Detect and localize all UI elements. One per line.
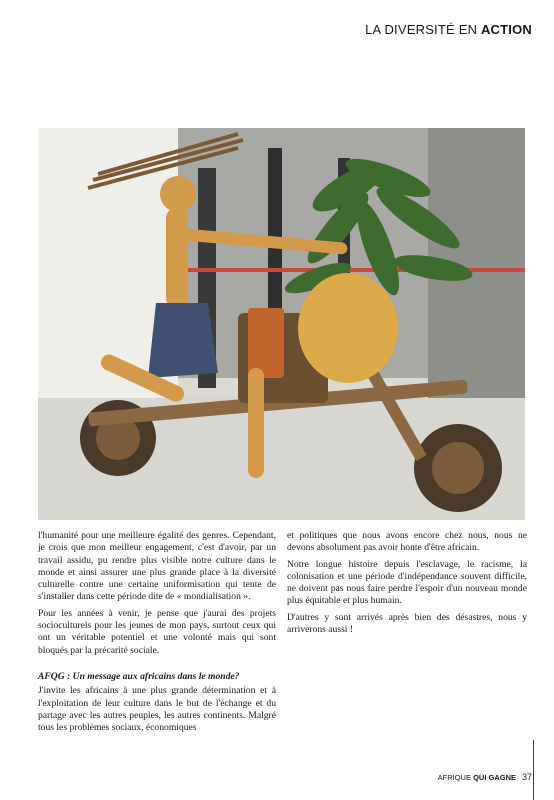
margin-rule bbox=[533, 740, 534, 800]
sculpture-photo bbox=[38, 128, 525, 520]
page-footer bbox=[438, 772, 532, 782]
sculpture-photo-illustration bbox=[38, 128, 525, 520]
article-column-left bbox=[38, 530, 276, 738]
page-number: 37 bbox=[521, 772, 532, 782]
paragraph: Notre longue histoire depuis l'esclavage, le racisme, la colonisation et une période d'indépendance souvent difficile, ne doivent pas nous faire perdre l'espoir d'un nouveau monde plus équitable et plus humain. bbox=[287, 558, 527, 607]
magazine-name-part2: QUI GAGNE bbox=[473, 773, 516, 782]
paragraph: et politiques que nous avons encore chez nous, nous ne devons absolument pas avoir honte d'être africain. bbox=[287, 530, 527, 554]
section-header bbox=[365, 22, 532, 37]
paragraph: Pour les années à venir, je pense que j'aurai des projets socioculturels pour les jeunes de mon pays, surtout ceux qui ont un véritable potentiel et une volonté mais qui sont bloqués par la précarité sociale. bbox=[38, 607, 276, 656]
section-header-prefix: LA DIVERSITÉ EN bbox=[365, 22, 481, 37]
magazine-name-part1: AFRIQUE bbox=[437, 773, 474, 782]
article-column-right bbox=[287, 530, 527, 640]
paragraph: J'invite les africains à une plus grande détermination et à l'exploitation de leur culture dans le but de l'échange et du partage avec les autres peuples, les autres continents. Malgré tous les problèmes sociaux, économiques bbox=[38, 685, 276, 734]
interview-question: AFQG : Un message aux africains dans le monde? bbox=[38, 670, 240, 682]
paragraph: l'humanité pour une meilleure égalité des genres. Cependant, je crois que mon meilleur engagement, c'est d'avoir, par un travail assidu, pu rendre plus visible notre culture dans le monde et ainsi assurer une plus grande place à la diversité culturelle contre une certaine uniformisation qui tente de s'installer dans cette période dite de « mondialisation ». bbox=[38, 530, 276, 603]
paragraph: D'autres y sont arrivés après bien des désastres, nous y arriverons aussi ! bbox=[287, 611, 527, 636]
section-header-highlight: ACTION bbox=[480, 22, 532, 37]
